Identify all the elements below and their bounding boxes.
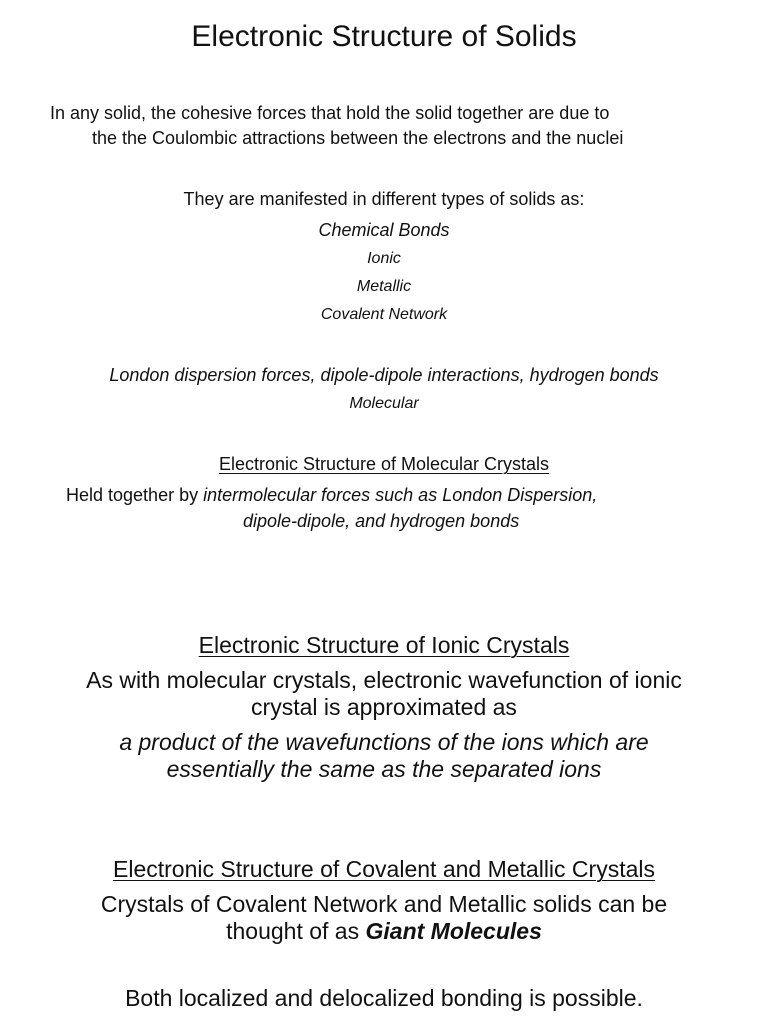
metallic-label: Metallic — [356, 278, 412, 295]
covalent-metallic-heading — [0, 858, 768, 881]
molecular-crystals-text-2: dipole-dipole, and hydrogen bonds — [243, 511, 520, 531]
chemical-bonds-label: Chemical Bonds — [318, 220, 450, 240]
ionic-crystals-heading-text: Electronic Structure of Ionic Crystals — [198, 632, 570, 658]
molecular-crystals-heading — [0, 455, 768, 473]
intro-line-2: the the Coulombic attractions between the electrons and the nuclei — [92, 128, 624, 148]
ionic-crystals-line-2: crystal is approximated as — [251, 694, 517, 720]
molecular-label: Molecular — [349, 395, 419, 412]
covalent-metallic-line-1: Crystals of Covalent Network and Metallic solids can be — [100, 891, 668, 917]
giant-molecules-emphasis: Giant Molecules — [365, 918, 542, 944]
thought-of-as-text: thought of as — [226, 918, 366, 944]
ionic-label: Ionic — [367, 250, 401, 267]
covalent-metallic-line-2 — [0, 920, 768, 943]
held-together-text: Held together by — [66, 485, 204, 505]
types-lead: They are manifested in different types of solids as: — [183, 189, 585, 209]
covalent-network-label: Covalent Network — [320, 306, 448, 323]
molecular-crystals-heading-text: Electronic Structure of Molecular Crystals — [218, 454, 550, 474]
ionic-crystals-line-1: As with molecular crystals, electronic wavefunction of ionic — [86, 667, 682, 693]
page-title: Electronic Structure of Solids — [191, 20, 577, 53]
ionic-crystals-heading — [0, 634, 768, 657]
intro-line-1: In any solid, the cohesive forces that hold the solid together are due to — [50, 103, 610, 123]
bonding-statement: Both localized and delocalized bonding is possible. — [125, 985, 643, 1011]
ionic-crystals-italic-2: essentially the same as the separated ions — [166, 756, 602, 782]
ionic-crystals-italic-1: a product of the wavefunctions of the ions which are — [119, 729, 649, 755]
molecular-crystals-text-1 — [66, 486, 597, 504]
intermolecular-forces-text: intermolecular forces such as London Dispersion, — [203, 485, 598, 505]
intermolecular-forces-label: London dispersion forces, dipole-dipole interactions, hydrogen bonds — [109, 365, 659, 385]
covalent-metallic-heading-text: Electronic Structure of Covalent and Metallic Crystals — [113, 856, 655, 882]
